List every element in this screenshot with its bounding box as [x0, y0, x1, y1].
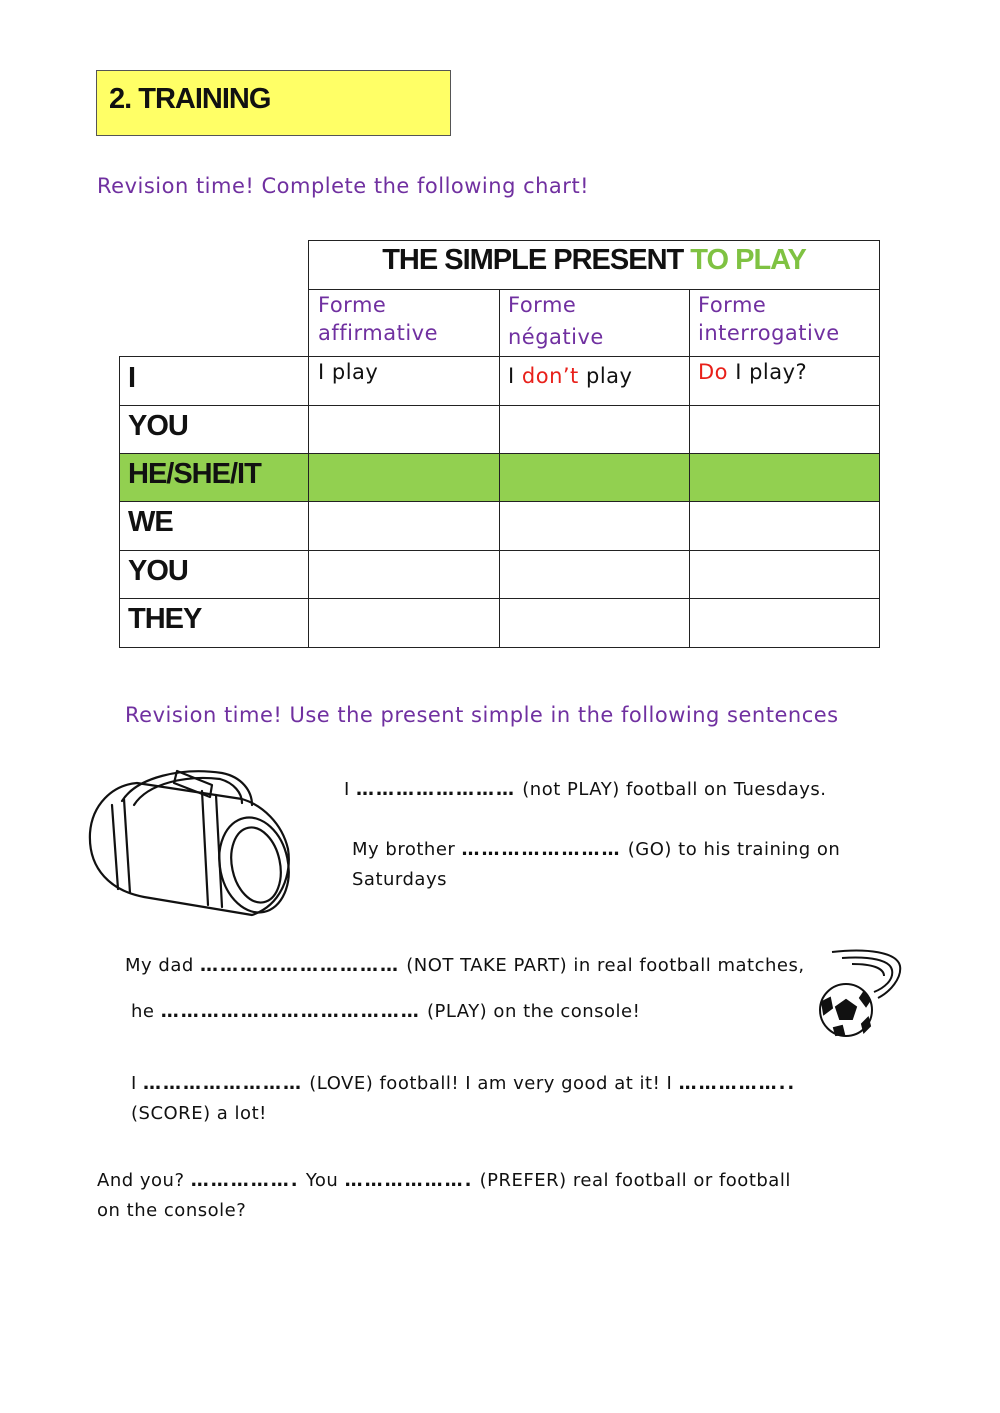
example-affirmative: I play — [318, 360, 379, 384]
sentence-1: I …………………… (not PLAY) football on Tuesdays. — [344, 779, 827, 800]
row-label-i: I — [128, 362, 136, 394]
col-header-negative: Forme négative — [508, 293, 604, 349]
blank-8[interactable]: ………………. — [344, 1170, 474, 1191]
answer-cell[interactable] — [310, 407, 498, 452]
sentence-6: And you? ……………. You ………………. (PREFER) real football or football on the console? — [97, 1170, 791, 1221]
blank-4[interactable]: ………………………………… — [160, 1001, 421, 1022]
col-header-interrogative: Forme interrogative — [698, 293, 840, 345]
table-title-verb: TO PLAY — [690, 244, 806, 276]
col-header-affirmative: Forme affirmative — [318, 293, 438, 345]
instruction-chart: Revision time! Complete the following chart! — [97, 174, 590, 198]
answer-cell[interactable] — [501, 407, 688, 452]
blank-1[interactable]: …………………… — [356, 779, 517, 800]
table-title — [309, 244, 879, 277]
row-label-they: THEY — [128, 603, 202, 635]
table-title-main: THE SIMPLE PRESENT — [382, 244, 684, 276]
blank-5[interactable]: …………………… — [143, 1073, 304, 1094]
sports-bag-image — [82, 765, 297, 920]
sentence-3: My dad ………………………… (NOT TAKE PART) in real football matches, — [125, 955, 805, 976]
sentence-2: My brother …………………… (GO) to his training on Saturdays — [352, 839, 841, 890]
row-label-you-plural: YOU — [128, 555, 188, 587]
instruction-sentences: Revision time! Use the present simple in the following sentences — [125, 703, 839, 727]
football-image — [812, 948, 907, 1038]
row-label-he-she-it: HE/SHE/IT — [128, 458, 261, 490]
section-title: 2. TRAINING — [109, 83, 271, 115]
example-negative: I don’t play — [508, 364, 633, 388]
blank-3[interactable]: ………………………… — [200, 955, 401, 976]
sentence-5: I …………………… (LOVE) football! I am very good at it! I …………….. (SCORE) a lot! — [131, 1073, 797, 1124]
row-label-you: YOU — [128, 410, 188, 442]
example-question: Do I play? — [698, 360, 808, 384]
blank-2[interactable]: …………………… — [461, 839, 622, 860]
sentence-4: he ………………………………… (PLAY) on the console! — [131, 1001, 641, 1022]
section-title-box — [96, 70, 451, 136]
blank-6[interactable]: …………….. — [678, 1073, 797, 1094]
answer-cell[interactable] — [691, 407, 878, 452]
row-label-we: WE — [128, 506, 173, 538]
blank-7[interactable]: ……………. — [190, 1170, 300, 1191]
